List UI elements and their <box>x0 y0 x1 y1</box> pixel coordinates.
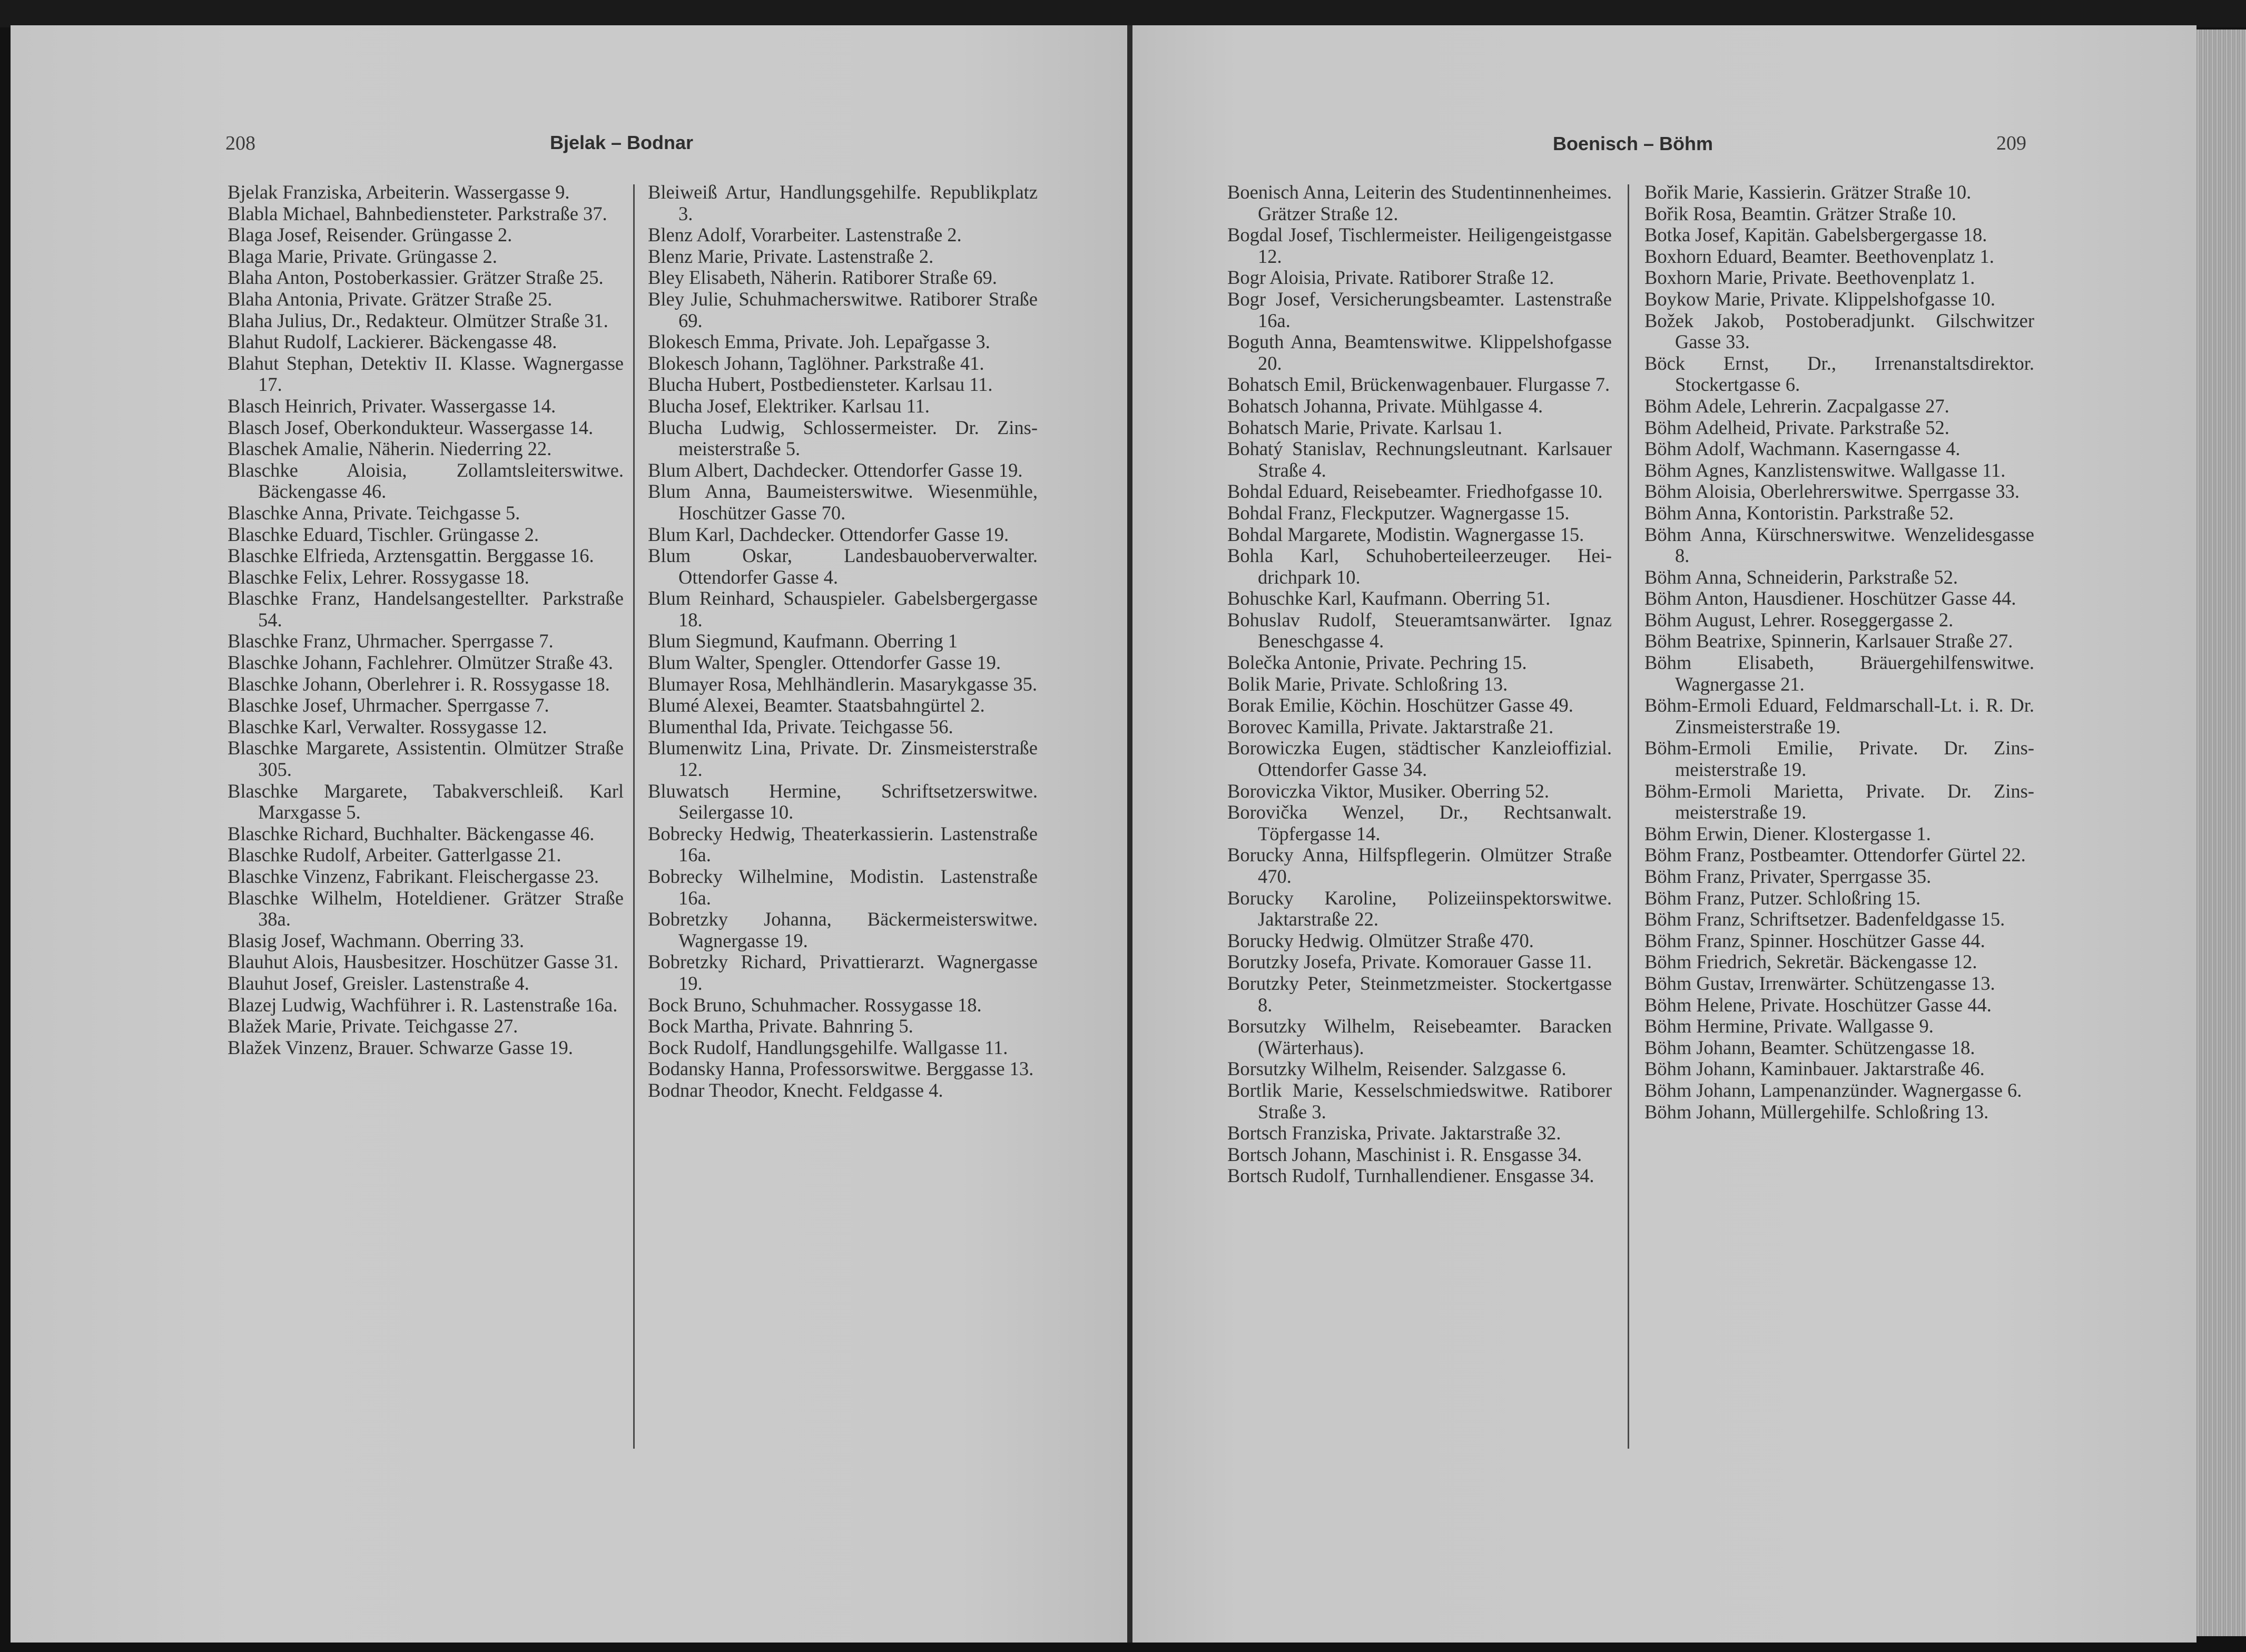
directory-entry: Böhm Anton, Hausdiener. Hoschützer Gasse 44. <box>1644 587 2016 609</box>
directory-entry: Boykow Marie, Private. Klippelshofgasse 10. <box>1644 288 1996 310</box>
directory-entry: Bodnar Theodor, Knecht. Feldgasse 4. <box>648 1079 943 1101</box>
directory-entry: Böhm Gustav, Irrenwärter. Schützengasse 13. <box>1644 972 1995 994</box>
directory-entry: Blabla Michael, Bahnbediensteter. Parkstraße 37. <box>228 202 607 224</box>
directory-entry: Blaschke Franz, Uhrmacher. Sperrgasse 7. <box>228 630 554 652</box>
directory-entry: Blasig Josef, Wachmann. Oberring 33. <box>228 929 525 951</box>
directory-entry: Böhm Agnes, Kanzlistenswitwe. Wallgasse 11. <box>1644 459 2006 481</box>
directory-entry: Bobrecky Hedwig, Theaterkassierin. Lastenstraße 16a. <box>648 822 1038 866</box>
directory-entry: Blaha Antonia, Private. Grätzer Straße 25. <box>228 288 553 310</box>
scan-background <box>0 0 2246 27</box>
column-divider <box>633 184 635 1449</box>
directory-entry: Blaschke Karl, Verwalter. Rossygasse 12. <box>228 715 547 738</box>
directory-entry: Böhm Johann, Kaminbauer. Jaktarstraße 46. <box>1644 1058 1985 1080</box>
directory-entry: Blaschke Josef, Uhrmacher. Sperrgasse 7. <box>228 694 549 716</box>
directory-entry: Borutzky Peter, Steinmetzmeister. Stockertgasse 8. <box>1227 972 1612 1016</box>
directory-entry: Blaha Anton, Postoberkassier. Grätzer Straße 25. <box>228 267 604 289</box>
right-running-head: Boenisch – Böhm <box>1552 133 1713 154</box>
directory-entry: Blaschke Margarete, Assistentin. Olmützer Straße 305. <box>228 737 624 781</box>
directory-entry: Böhm Johann, Lampenanzünder. Wagnergasse 6. <box>1644 1079 2022 1101</box>
directory-entry: Blokesch Emma, Private. Joh. Lepařgasse 3. <box>648 331 990 353</box>
directory-column-right-2 <box>1644 182 2034 1123</box>
directory-entry: Blucha Josef, Elektriker. Karlsau 11. <box>648 395 930 417</box>
directory-entry: Blasch Josef, Oberkondukteur. Wassergasse 14. <box>228 416 594 438</box>
directory-entry: Blaschke Aloisia, Zollamtsleiterswitwe. Bäckengasse 46. <box>228 459 624 503</box>
directory-entry: Bjelak Franziska, Arbeiterin. Wassergasse 9. <box>228 181 570 203</box>
directory-entry: Borucky Hedwig. Olmützer Straße 470. <box>1227 929 1534 951</box>
directory-entry: Bortsch Franziska, Private. Jaktarstraße 32. <box>1227 1122 1561 1144</box>
directory-entry: Borutzky Josefa, Private. Komorauer Gasse 11. <box>1227 951 1592 973</box>
directory-entry: Bohdal Margarete, Modistin. Wagnergasse 15. <box>1227 523 1584 545</box>
directory-entry: Borak Emilie, Köchin. Hoschützer Gasse 49. <box>1227 694 1573 716</box>
directory-entry: Blum Siegmund, Kaufmann. Oberring 1 <box>648 630 958 652</box>
directory-entry: Boxhorn Eduard, Beamter. Beethovenplatz 1. <box>1644 245 1994 267</box>
directory-entry: Bohuschke Karl, Kaufmann. Oberring 51. <box>1227 587 1551 609</box>
directory-entry: Böhm August, Lehrer. Roseggergasse 2. <box>1644 608 1954 631</box>
directory-entry: Blaschke Anna, Private. Teichgasse 5. <box>228 502 520 524</box>
directory-entry: Boenisch Anna, Leiterin des Studentinnenheimes. Grätzer Straße 12. <box>1227 181 1612 224</box>
directory-entry: Böhm Johann, Beamter. Schützengasse 18. <box>1644 1036 1975 1058</box>
directory-entry: Bleiweiß Artur, Handlungsgehilfe. Republikplatz 3. <box>648 181 1038 224</box>
directory-entry: Borsutzky Wilhelm, Reisender. Salzgasse 6. <box>1227 1058 1567 1080</box>
directory-entry: Borovec Kamilla, Private. Jaktarstraße 21. <box>1227 715 1554 738</box>
directory-entry: Blaschke Felix, Lehrer. Rossygasse 18. <box>228 566 529 588</box>
directory-entry: Blaschke Richard, Buchhalter. Bäckengasse 46. <box>228 822 595 844</box>
directory-entry: Borovička Wenzel, Dr., Rechtsanwalt. Töpfergasse 14. <box>1227 801 1612 844</box>
directory-entry: Bock Bruno, Schuhmacher. Rossygasse 18. <box>648 994 982 1016</box>
directory-entry: Bogr Josef, Versicherungsbeamter. Lastenstraße 16a. <box>1227 288 1612 331</box>
directory-entry: Božek Jakob, Postoberadjunkt. Gilschwitzer Gasse 33. <box>1644 309 2034 353</box>
directory-entry: Blaschke Eduard, Tischler. Grüngasse 2. <box>228 523 539 545</box>
directory-entry: Bořik Marie, Kassierin. Grätzer Straße 10. <box>1644 181 1972 203</box>
directory-entry: Blasch Heinrich, Privater. Wassergasse 14. <box>228 395 556 417</box>
directory-entry: Bortsch Johann, Maschinist i. R. Ensgasse 34. <box>1227 1143 1582 1165</box>
directory-entry: Boxhorn Marie, Private. Beethovenplatz 1. <box>1644 267 1975 289</box>
directory-entry: Böhm Anna, Kontoristin. Parkstraße 52. <box>1644 502 1954 524</box>
directory-entry: Bogr Aloisia, Private. Ratiborer Straße 12. <box>1227 267 1554 289</box>
directory-entry: Böhm Anna, Kürschnerswitwe. Wenzelidesgasse 8. <box>1644 523 2034 567</box>
directory-entry: Blum Albert, Dachdecker. Ottendorfer Gasse 19. <box>648 459 1023 481</box>
directory-entry: Bohatsch Emil, Brückenwagenbauer. Flurgasse 7. <box>1227 373 1610 396</box>
column-divider <box>1628 184 1629 1449</box>
directory-entry: Bohuslav Rudolf, Steueramtsanwärter. Ignaz Beneschgasse 4. <box>1227 608 1612 652</box>
directory-entry: Böhm Adelheid, Private. Parkstraße 52. <box>1644 416 1949 438</box>
directory-entry: Bobretzky Johanna, Bäckermeisterswitwe. Wagnergasse 19. <box>648 908 1038 951</box>
directory-entry: Böhm Friedrich, Sekretär. Bäckengasse 12. <box>1644 951 1977 973</box>
directory-entry: Böhm Hermine, Private. Wallgasse 9. <box>1644 1015 1934 1037</box>
directory-entry: Blum Reinhard, Schauspieler. Gabelsbergergasse 18. <box>648 587 1038 631</box>
directory-entry: Bluwatsch Hermine, Schriftsetzerswitwe. Seilergasse 10. <box>648 780 1038 823</box>
directory-entry: Boguth Anna, Beamtenswitwe. Klippelshofgasse 20. <box>1227 331 1612 374</box>
directory-entry: Bock Martha, Private. Bahnring 5. <box>648 1015 913 1037</box>
directory-entry: Bortlik Marie, Kesselschmiedswitwe. Ratiborer Straße 3. <box>1227 1079 1612 1123</box>
directory-entry: Blum Oskar, Landesbauoberverwalter. Ottendorfer Gasse 4. <box>648 545 1038 588</box>
directory-entry: Böhm Franz, Privater, Sperrgasse 35. <box>1644 866 1932 887</box>
directory-entry: Bolik Marie, Private. Schloßring 13. <box>1227 673 1508 695</box>
directory-entry: Blenz Adolf, Vorarbeiter. Lastenstraße 2. <box>648 224 962 246</box>
directory-entry: Blauhut Josef, Greisler. Lastenstraße 4. <box>228 972 529 994</box>
directory-entry: Böhm Franz, Spinner. Hoschützer Gasse 44. <box>1644 929 1985 951</box>
directory-entry: Böhm Aloisia, Oberlehrerswitwe. Sperrgasse 33. <box>1644 480 2020 503</box>
directory-entry: Bley Elisabeth, Näherin. Ratiborer Straße 69. <box>648 267 997 289</box>
directory-entry: Böhm Adele, Lehrerin. Zacpalgasse 27. <box>1644 395 1949 417</box>
directory-entry: Borucky Anna, Hilfspflegerin. Olmützer Straße 470. <box>1227 844 1612 887</box>
directory-entry: Blahut Rudolf, Lackierer. Bäckengasse 48. <box>228 331 557 353</box>
directory-column-left-1 <box>228 182 624 1058</box>
directory-entry: Blumayer Rosa, Mehlhändlerin. Masarykgasse 35. <box>648 673 1037 695</box>
directory-entry: Botka Josef, Kapitän. Gabelsbergergasse 18. <box>1644 224 1987 246</box>
directory-entry: Blumenthal Ida, Private. Teichgasse 56. <box>648 715 953 738</box>
directory-entry: Bohatsch Marie, Private. Karlsau 1. <box>1227 416 1503 438</box>
directory-entry: Böhm Franz, Postbeamter. Ottendorfer Gürtel 22. <box>1644 844 2026 866</box>
directory-entry: Böhm Franz, Schriftsetzer. Badenfeldgasse 15. <box>1644 908 2005 930</box>
directory-entry: Bolečka Antonie, Private. Pechring 15. <box>1227 652 1527 674</box>
directory-entry: Blaschke Johann, Oberlehrer i. R. Rossygasse 18. <box>228 673 610 695</box>
directory-entry: Blaschke Franz, Handelsangestellter. Parkstraße 54. <box>228 587 624 631</box>
directory-entry: Boroviczka Viktor, Musiker. Oberring 52. <box>1227 780 1550 802</box>
directory-entry: Böck Ernst, Dr., Irrenanstaltsdirektor. Stockertgasse 6. <box>1644 352 2034 396</box>
right-page-number: 209 <box>1996 132 2026 154</box>
directory-entry: Bodansky Hanna, Professorswitwe. Berggasse 13. <box>648 1058 1034 1080</box>
directory-entry: Borsutzky Wilhelm, Reisebeamter. Baracken (Wärterhaus). <box>1227 1015 1612 1058</box>
directory-entry: Blaga Marie, Private. Grüngasse 2. <box>228 245 497 267</box>
directory-entry: Bock Rudolf, Handlungsgehilfe. Wallgasse 11. <box>648 1036 1008 1058</box>
directory-entry: Blumenwitz Lina, Private. Dr. Zinsmeisterstraße 12. <box>648 737 1038 781</box>
directory-entry: Blum Walter, Spengler. Ottendorfer Gasse 19. <box>648 652 1001 674</box>
directory-entry: Blum Anna, Baumeisterswitwe. Wiesenmühle, Hoschützer Gasse 70. <box>648 480 1038 524</box>
directory-entry: Bobretzky Richard, Privattierarzt. Wagnergasse 19. <box>648 951 1038 994</box>
directory-entry: Böhm Elisabeth, Bräuergehilfenswitwe. Wagnergasse 21. <box>1644 652 2034 695</box>
directory-entry: Böhm Johann, Müllergehilfe. Schloßring 13. <box>1644 1100 1989 1123</box>
directory-entry: Böhm Erwin, Diener. Klostergasse 1. <box>1644 822 1931 844</box>
directory-entry: Borowiczka Eugen, städtischer Kanzleioffizial. Ottendorfer Gasse 34. <box>1227 737 1612 781</box>
book-fore-edge <box>2196 30 2246 1636</box>
directory-entry: Blaschke Margarete, Tabakverschleiß. Karl Marxgasse 5. <box>228 780 624 823</box>
directory-entry: Böhm Anna, Schneiderin, Parkstraße 52. <box>1644 566 1958 588</box>
left-page-number: 208 <box>225 132 255 154</box>
directory-entry: Bohdal Franz, Fleckputzer. Wagnergasse 15. <box>1227 502 1570 524</box>
directory-entry: Böhm Helene, Private. Hoschützer Gasse 44. <box>1644 994 1992 1016</box>
directory-entry: Böhm-Ermoli Eduard, Feldmarschall-Lt. i. R. Dr. Zinsmeisterstraße 19. <box>1644 694 2034 738</box>
directory-entry: Blažek Vinzenz, Brauer. Schwarze Gasse 19. <box>228 1036 573 1058</box>
directory-entry: Blumé Alexei, Beamter. Staatsbahngürtel 2. <box>648 694 985 716</box>
directory-entry: Blaschek Amalie, Näherin. Niederring 22. <box>228 438 552 460</box>
directory-entry: Böhm-Ermoli Marietta, Private. Dr. Zinsmeisterstraße 19. <box>1644 780 2034 823</box>
directory-entry: Böhm Beatrixe, Spinnerin, Karlsauer Straße 27. <box>1644 630 2013 652</box>
directory-entry: Blokesch Johann, Taglöhner. Parkstraße 41. <box>648 352 984 374</box>
directory-entry: Bogdal Josef, Tischlermeister. Heiligengeistgasse 12. <box>1227 224 1612 267</box>
directory-entry: Blaha Julius, Dr., Redakteur. Olmützer Straße 31. <box>228 309 608 331</box>
directory-entry: Blaschke Johann, Fachlehrer. Olmützer Straße 43. <box>228 652 613 674</box>
directory-entry: Böhm Adolf, Wachmann. Kaserngasse 4. <box>1644 438 1961 460</box>
directory-entry: Bohatsch Johanna, Private. Mühlgasse 4. <box>1227 395 1543 417</box>
directory-entry: Bohla Karl, Schuhoberteileerzeuger. Heidrichpark 10. <box>1227 545 1612 588</box>
directory-entry: Blažek Marie, Private. Teichgasse 27. <box>228 1015 518 1037</box>
directory-entry: Böhm Franz, Putzer. Schloßring 15. <box>1644 887 1921 909</box>
left-running-head: Bjelak – Bodnar <box>549 132 694 153</box>
directory-entry: Borucky Karoline, Polizeiinspektorswitwe. Jaktarstraße 22. <box>1227 887 1612 930</box>
directory-entry: Böhm-Ermoli Emilie, Private. Dr. Zinsmeisterstraße 19. <box>1644 737 2034 781</box>
directory-entry: Bobrecky Wilhelmine, Modistin. Lastenstraße 16a. <box>648 866 1038 909</box>
directory-entry: Blum Karl, Dachdecker. Ottendorfer Gasse 19. <box>648 523 1009 545</box>
directory-entry: Bortsch Rudolf, Turnhallendiener. Ensgasse 34. <box>1227 1165 1594 1187</box>
directory-entry: Blaschke Wilhelm, Hoteldiener. Grätzer Straße 38a. <box>228 887 624 930</box>
directory-entry: Blucha Hubert, Postbediensteter. Karlsau 11. <box>648 373 993 396</box>
directory-entry: Bohdal Eduard, Reisebeamter. Friedhofgasse 10. <box>1227 480 1603 503</box>
directory-entry: Blaschke Rudolf, Arbeiter. Gatterlgasse 21. <box>228 844 562 866</box>
directory-entry: Bořik Rosa, Beamtin. Grätzer Straße 10. <box>1644 202 1956 224</box>
directory-entry: Blaga Josef, Reisender. Grüngasse 2. <box>228 224 513 246</box>
directory-entry: Blazej Ludwig, Wachführer i. R. Lastenstraße 16a. <box>228 994 618 1016</box>
directory-entry: Blahut Stephan, Detektiv II. Klasse. Wagnergasse 17. <box>228 352 624 396</box>
directory-entry: Blaschke Vinzenz, Fabrikant. Fleischergasse 23. <box>228 866 599 887</box>
directory-entry: Blenz Marie, Private. Lastenstraße 2. <box>648 245 934 267</box>
directory-entry: Bohatý Stanislav, Rechnungsleutnant. Karlsauer Straße 4. <box>1227 438 1612 481</box>
directory-entry: Bley Julie, Schuhmacherswitwe. Ratiborer Straße 69. <box>648 288 1038 331</box>
directory-column-left-2 <box>648 182 1038 1102</box>
directory-entry: Blucha Ludwig, Schlossermeister. Dr. Zinsmeisterstraße 5. <box>648 416 1038 460</box>
directory-column-right-1 <box>1227 182 1612 1187</box>
directory-entry: Blaschke Elfrieda, Arztensgattin. Berggasse 16. <box>228 545 594 567</box>
directory-entry: Blauhut Alois, Hausbesitzer. Hoschützer Gasse 31. <box>228 951 619 973</box>
